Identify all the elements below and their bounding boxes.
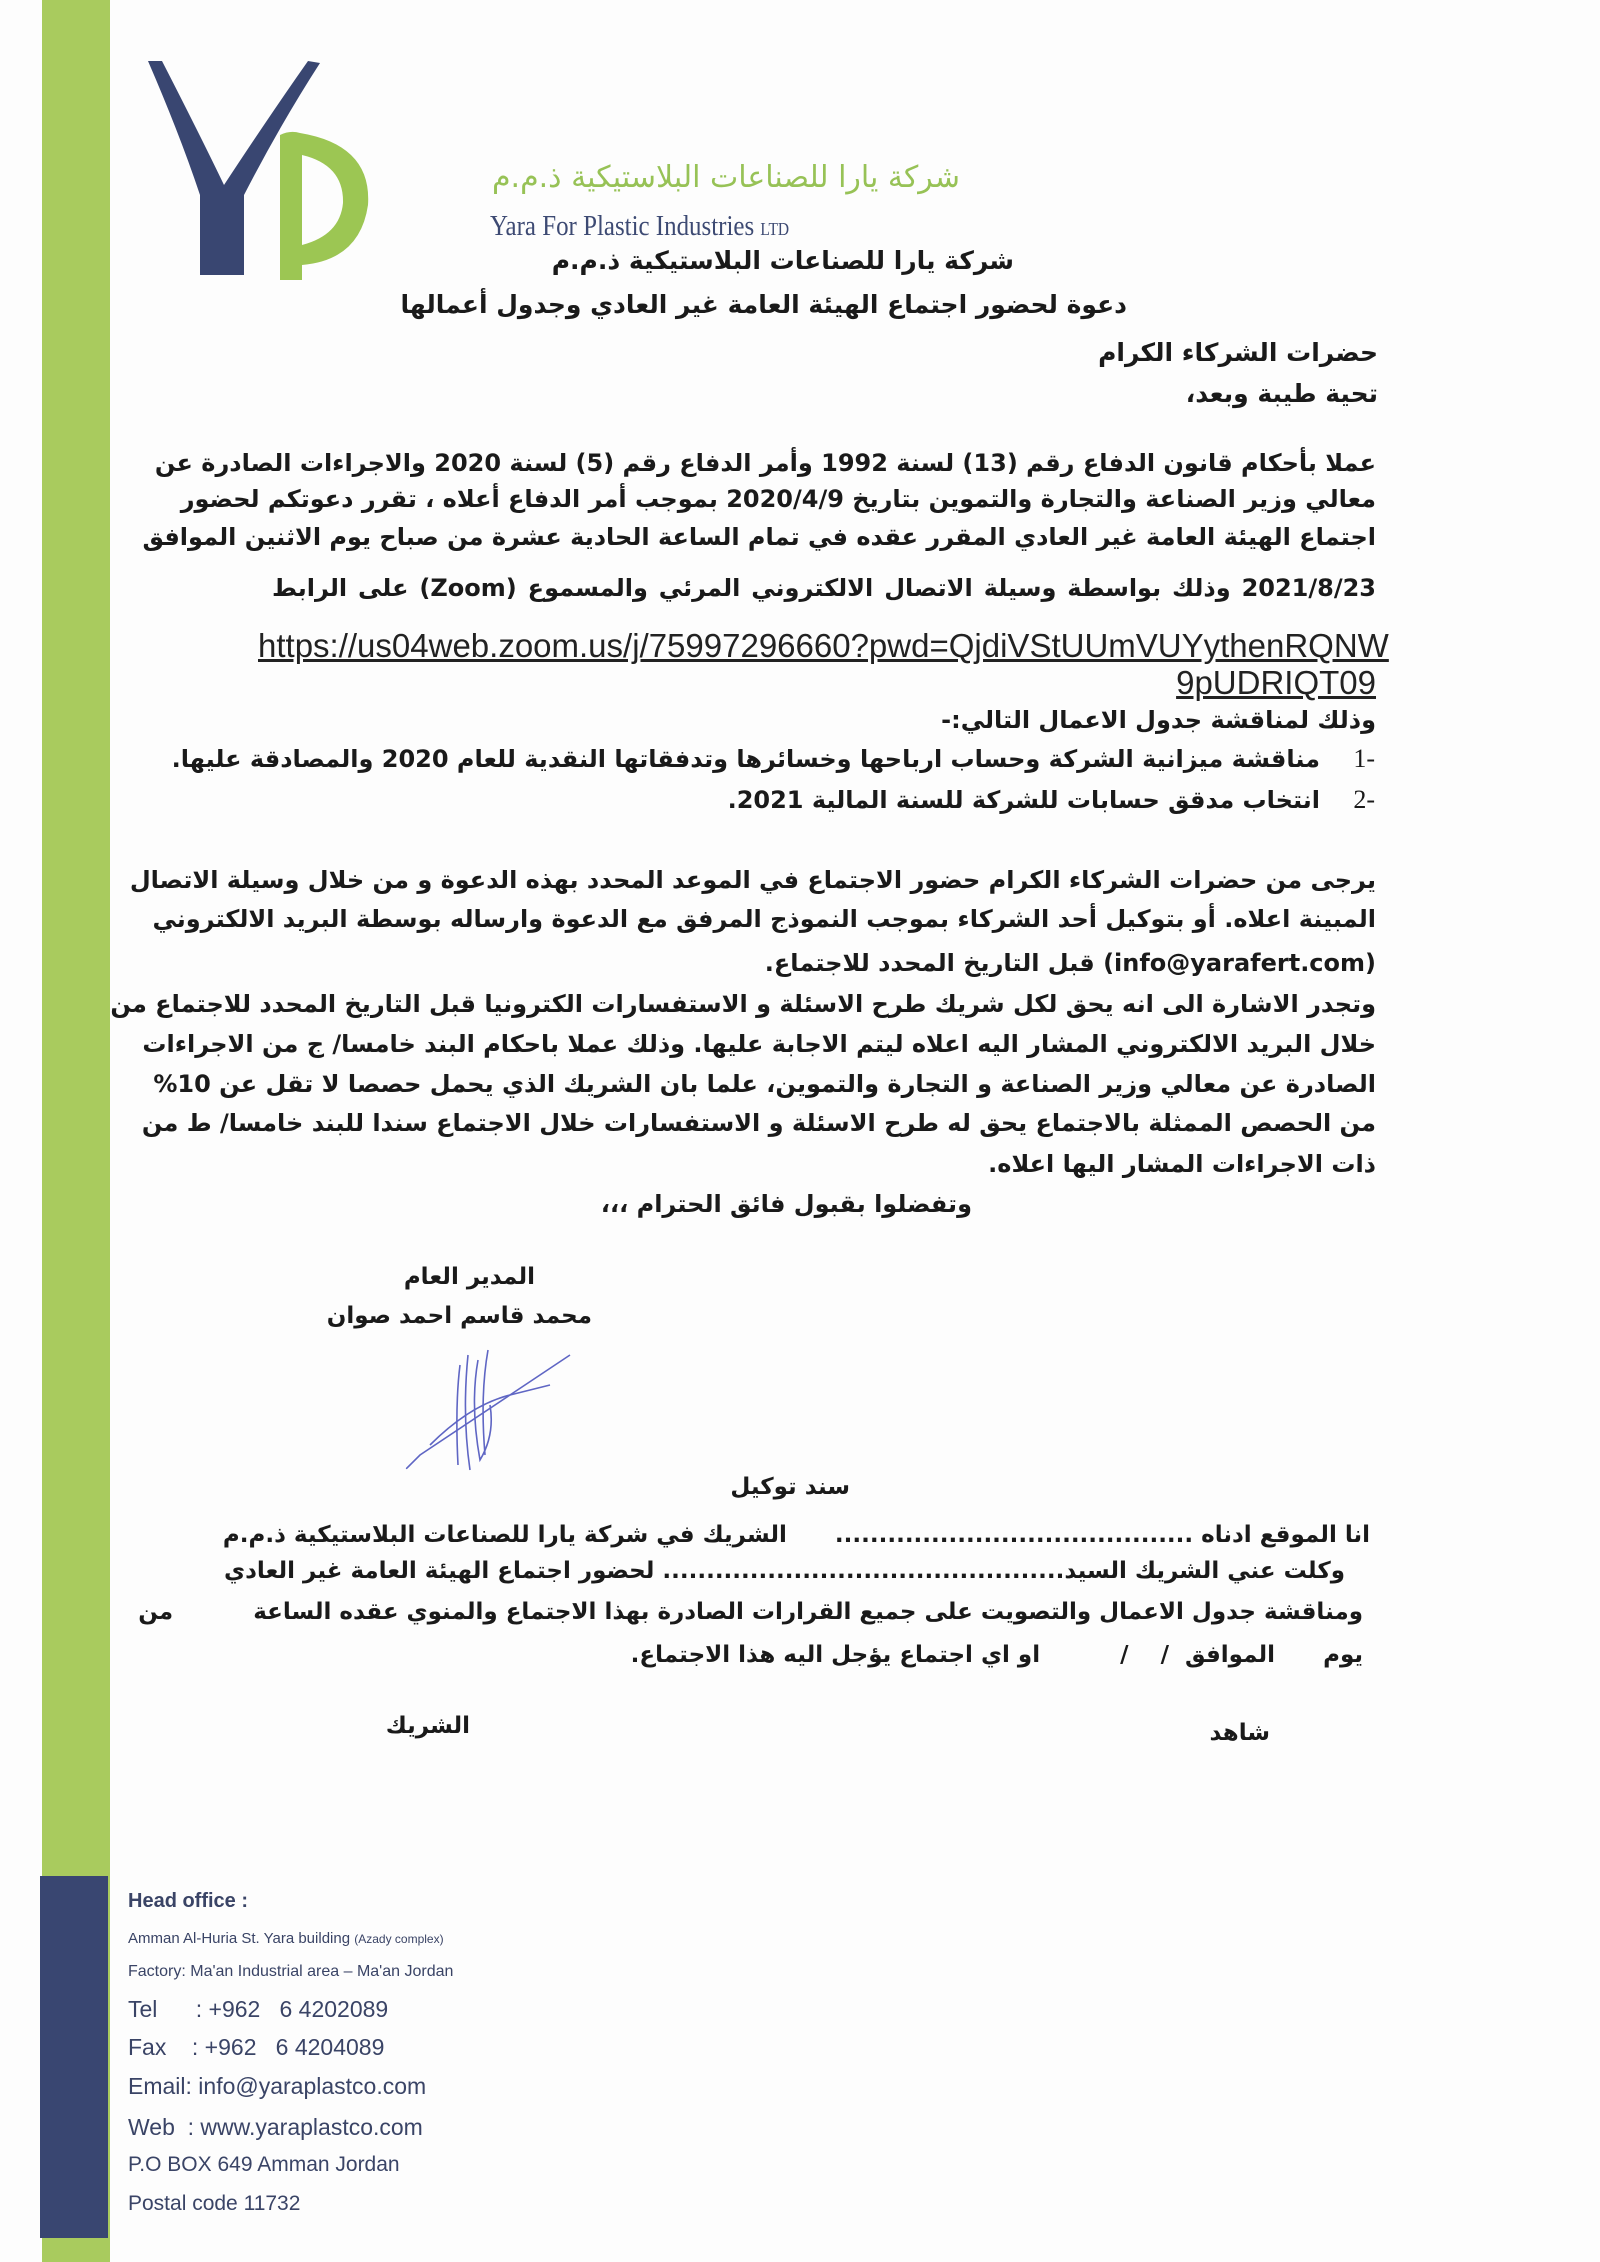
footer-postal-code: Postal code 11732 (128, 2192, 301, 2215)
paragraph2-line: الصادرة عن معالي وزير الصناعة و التجارة والتموين، علما بان الشريك الذي يحمل حصصا لا تقل عن 10% (153, 1070, 1376, 1098)
salutation-greeting: تحية طيبة وبعد، (1185, 379, 1378, 408)
footer-factory: Factory: Ma'an Industrial area – Ma'an Jordan (128, 1963, 454, 1980)
witness-signature-label: شاهد (1209, 1720, 1270, 1746)
agenda-item-text: مناقشة ميزانية الشركة وحساب ارباحها وخسائرها وتدفقاتها النقدية للعام 2020 والمصادقة عليها. (171, 745, 1320, 773)
paragraph2-line: ذات الاجراءات المشار اليها اعلاه. (988, 1150, 1376, 1178)
agenda-item-number: -1 (1353, 744, 1375, 773)
paragraph2-line: خلال البريد الالكتروني المشار اليه اعلاه ليتم الاجابة عليها. وذلك عملا باحكام البند خامسا/ ج من الاجراءات (142, 1030, 1376, 1058)
heading-company: شركة يارا للصناعات البلاستيكية ذ.م.م (551, 246, 1014, 275)
footer-po-box: P.O BOX 649 Amman Jordan (128, 2153, 400, 2176)
footer-address-note: (Azady complex) (354, 1932, 444, 1946)
paragraph1-line: معالي وزير الصناعة والتجارة والتموين بتاريخ 2020/4/9 بموجب أمر الدفاع أعلاه ، تقرر دعوتكم لحضور (180, 485, 1376, 513)
meeting-link-continued[interactable]: 9pUDRIQT09 (1176, 664, 1376, 701)
salutation-addressee: حضرات الشركاء الكرام (1098, 338, 1378, 367)
proxy-line: وكلت عني الشريك السيد.............................................. لحضور اجتماع الهيئة العامة غير العادي (224, 1558, 1345, 1584)
paragraph2-line: المبينة اعلاه. أو بتوكيل أحد الشركاء بموجب النموذج المرفق مع الدعوة وارساله بوسطة البريد الالكتروني (152, 905, 1376, 933)
agenda-item-text: انتخاب مدقق حسابات للشركة للسنة المالية 2021. (727, 786, 1320, 814)
agenda-intro: وذلك لمناقشة جدول الاعمال التالي:- (941, 706, 1376, 734)
paragraph1-line: اجتماع الهيئة العامة غير العادي المقرر عقده في تمام الساعة الحادية عشرة من صباح يوم الاثنين الموافق (142, 523, 1376, 551)
footer-email[interactable]: Email: info@yaraplastco.com (128, 2073, 427, 2099)
footer-head-office-label: Head office : (128, 1890, 249, 1912)
paragraph2-line: من الحصص الممثلة بالاجتماع يحق له طرح الاسئلة و الاستفسارات خلال الاجتماع سندا للبند خامسا/ ط من (141, 1109, 1376, 1137)
signatory-name: محمد قاسم احمد صوان (326, 1303, 592, 1329)
signature-image (400, 1345, 580, 1475)
company-name-arabic-logo: شركة يارا للصناعات البلاستيكية ذ.م.م (491, 160, 960, 195)
footer-address-text: Amman Al-Huria St. Yara building (128, 1930, 351, 1947)
footer-web[interactable]: Web : www.yaraplastco.com (128, 2114, 423, 2140)
footer-fax: Fax : +962 6 4204089 (128, 2034, 385, 2060)
company-name-english-text: Yara For Plastic Industries (490, 210, 755, 242)
company-logo (140, 55, 400, 285)
letterhead-navy-stripe (40, 1876, 108, 2238)
company-suffix: LTD (760, 219, 790, 239)
agenda-item-number: -2 (1353, 785, 1375, 814)
heading-title: دعوة لحضور اجتماع الهيئة العامة غير العادي وجدول أعمالها (400, 290, 1127, 319)
footer-tel: Tel : +962 6 4202089 (128, 1996, 389, 2022)
proxy-line: انا الموقع ادناه ......................................... الشريك في شركة يارا للصناعات البلاستيكية ذ.م.م (222, 1522, 1370, 1548)
proxy-line: ومناقشة جدول الاعمال والتصويت على جميع القرارات الصادرة بهذا الاجتماع والمنوي عقده الساعة من (138, 1599, 1363, 1625)
agenda-item (172, 741, 1375, 777)
paragraph2-line: وتجدر الاشارة الى انه يحق لكل شريك طرح الاسئلة و الاستفسارات الكترونيا قبل التاريخ المحدد للاجتماع من (110, 990, 1376, 1018)
company-name-english (490, 210, 789, 243)
footer-address (128, 1930, 444, 1947)
meeting-link[interactable]: https://us04web.zoom.us/j/75997296660?pwd=QjdiVStUUmVUYythenRQNW (258, 627, 1389, 664)
signatory-title: المدير العام (403, 1264, 535, 1290)
agenda-item (728, 782, 1375, 818)
closing-line: وتفضلوا بقبول فائق الحترام ،،، (600, 1190, 972, 1218)
paragraph1-line: عملا بأحكام قانون الدفاع رقم (13) لسنة 1992 وأمر الدفاع رقم (5) لسنة 2020 والاجراءات الصادرة عن (154, 449, 1376, 477)
paragraph1-line: 2021/8/23 وذلك بواسطة وسيلة الاتصال الالكتروني المرئي والمسموع (Zoom) على الرابط (272, 574, 1376, 602)
paragraph2-line: (info@yarafert.com) قبل التاريخ المحدد للاجتماع. (764, 949, 1376, 977)
paragraph2-line: يرجى من حضرات الشركاء الكرام حضور الاجتماع في الموعد المحدد بهذه الدعوة و من خلال وسيلة الاتصال (129, 866, 1376, 894)
partner-signature-label: الشريك (385, 1713, 470, 1739)
proxy-line: يوم الموافق / / او اي اجتماع يؤجل اليه هذا الاجتماع. (630, 1642, 1363, 1668)
logo-p-letter (280, 132, 368, 280)
proxy-title: سند توكيل (730, 1474, 850, 1500)
